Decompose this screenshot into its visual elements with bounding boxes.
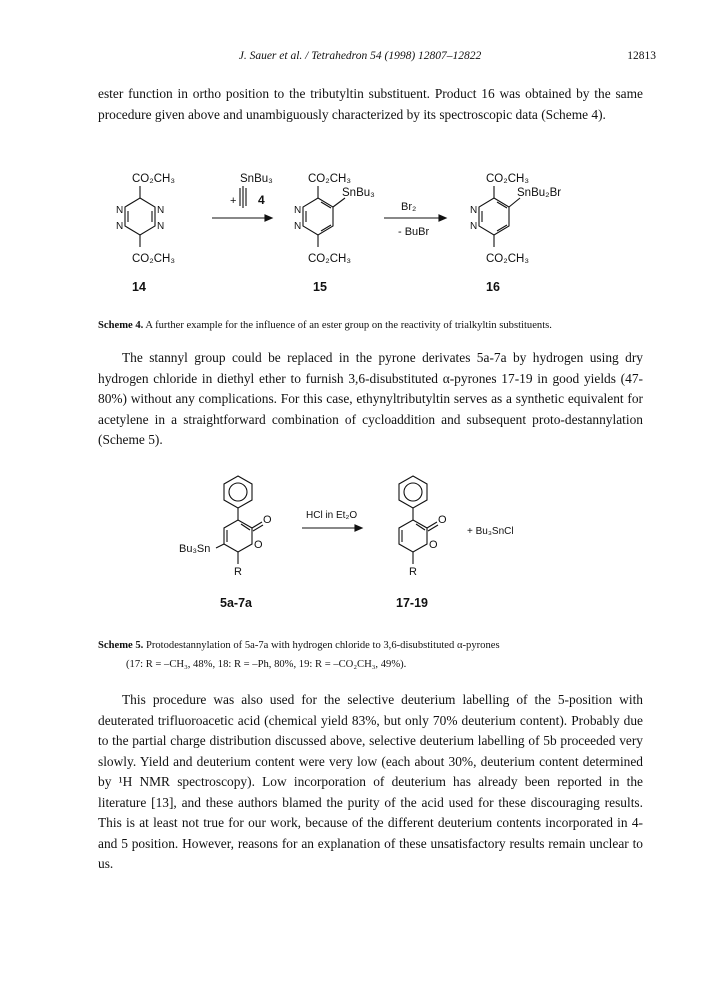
caption-line-2: (17: R = –CH₃, 48%, 18: R = –Ph, 80%, 19: R = –CO₂CH₃, 49%). (126, 659, 407, 670)
nitrogen-label: N (116, 221, 124, 232)
carbonyl-oxygen: O (438, 514, 447, 526)
page-number: 12813 (627, 50, 656, 62)
byproduct-bubr: - BuBr (398, 226, 430, 238)
ester-label: CO₂CH₃ (486, 173, 530, 185)
pyrone-5a-7a-structure (179, 476, 272, 578)
compound-number-15: 15 (313, 280, 327, 294)
substituent-r: R (409, 566, 417, 578)
compound-number-17-19: 17-19 (396, 596, 428, 610)
reagent-number: 4 (258, 193, 265, 207)
byproduct-bu3sncl: + Bu₃SnCl (467, 526, 514, 537)
nitrogen-label: N (294, 205, 302, 216)
nitrogen-label: N (294, 221, 302, 232)
stannyl-label: SnBu₃ (240, 173, 273, 185)
compound-number-5a-7a: 5a-7a (220, 596, 252, 610)
compound-number-14: 14 (132, 280, 146, 294)
scheme-5-diagram (0, 462, 720, 612)
ester-label: CO₂CH₃ (308, 173, 352, 185)
compound-14-structure (116, 173, 175, 265)
paragraph-1: ester function in ortho position to the tributyltin substituent. Product 16 was obtained by the same procedure given above and unambiguously characterized by its spectroscopic data (Scheme 4). (98, 86, 643, 122)
compound-15-structure (294, 173, 375, 265)
bromine-reagent: Br₂ (401, 201, 417, 213)
caption-text: Protodestannylation of 5a-7a with hydrogen chloride to 3,6-disubstituted α-pyrones (143, 640, 500, 651)
journal-citation: J. Sauer et al. / Tetrahedron 54 (1998) 12807–12822 (238, 50, 482, 62)
page-header (0, 50, 720, 68)
compound-number-16: 16 (486, 280, 500, 294)
nitrogen-label: N (470, 221, 478, 232)
ester-label: CO₂CH₃ (132, 173, 176, 185)
scheme-5-caption (98, 636, 658, 674)
ring-oxygen: O (429, 539, 438, 551)
caption-text: A further example for the influence of an ester group on the reactivity of trialkyltin substituents. (143, 320, 552, 331)
protodestannylation-arrow (302, 510, 362, 531)
ester-label: CO₂CH₃ (308, 253, 352, 265)
plus-sign: + (230, 195, 237, 207)
hcl-reagent: HCl in Et₂O (306, 510, 358, 521)
nitrogen-label: N (116, 205, 124, 216)
scheme-4-diagram (0, 160, 720, 300)
ester-label: CO₂CH₃ (486, 253, 530, 265)
nitrogen-label: N (470, 205, 478, 216)
stannyl-label: SnBu₃ (342, 187, 375, 199)
ring-oxygen: O (254, 539, 263, 551)
tributylstannyl-label: Bu₃Sn (179, 543, 211, 555)
caption-label: Scheme 4. (98, 320, 144, 331)
paragraph-2: The stannyl group could be replaced in the pyrone derivates 5a-7a by hydrogen using dry hydrogen chloride in diethyl ether to furnish 3,6-disubstituted α-pyrones 17-19 in good yields (47-80%) without any complications. For this case, ethynyltributyltin serves as a synthetic equivalent for acetylene in a straightforward combination of cycloaddition and subsequent proto-destannylation (Scheme 5). (98, 350, 643, 447)
substituent-r: R (234, 566, 242, 578)
pyrone-17-19-structure (399, 476, 447, 578)
scheme-4-caption (98, 316, 658, 335)
nitrogen-label: N (157, 221, 165, 232)
caption-label: Scheme 5. (98, 640, 144, 651)
paragraph-3: This procedure was also used for the selective deuterium labelling of the 5-position with deuterated trifluoroacetic acid (chemical yield 83%, but only 70% deuterium content). Probably due to the partial charge distribution discussed above, selective deuterium labelling of 5b proceeded very slowly. Yield and deuterium content were very low (each about 30%, deuterium content determined by ¹H NMR spectroscopy). Low incorporation of deuterium has already been reported in the literature [13], and these authors blamed the purity of the acid used for these discouraging results. This is at least not true for our work, because of the different deuterium contents incorporated in 4- and 5 position. However, reasons for an explanation of these unsatisfactory results remain unclear to us. (98, 692, 643, 871)
ester-label: CO₂CH₃ (132, 253, 176, 265)
bromination-arrow (384, 201, 446, 238)
compound-16-structure (470, 173, 561, 265)
nitrogen-label: N (157, 205, 165, 216)
reagent-4-alkyne (212, 173, 273, 221)
stannyl-bromide-label: SnBu₂Br (517, 187, 562, 199)
carbonyl-oxygen: O (263, 514, 272, 526)
